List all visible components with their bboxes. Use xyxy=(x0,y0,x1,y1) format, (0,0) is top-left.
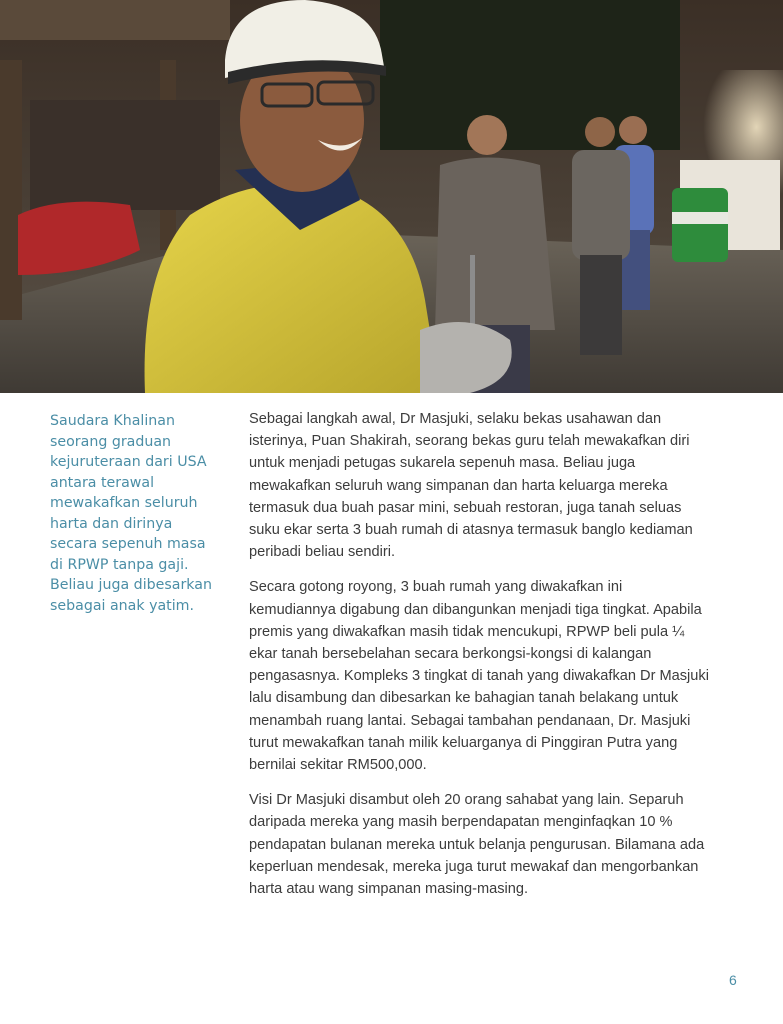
page-number: 6 xyxy=(729,972,737,988)
body-line: ekar tanah bersebelahan secara berkongsi-kongsi di kalangan xyxy=(249,646,652,663)
body-line: untuk menjadi petugas sukarela sepenuh masa. Beliau juga xyxy=(249,455,636,472)
caption-line: secara sepenuh masa xyxy=(50,536,206,552)
body-line: premis yang diwakafkan masih tidak mencukupi, RPWP beli pula ¼ xyxy=(249,623,685,640)
caption-line: harta dan dirinya xyxy=(50,515,173,532)
wood-post xyxy=(0,60,22,320)
body-line: isterinya, Puan Shakirah, seorang bekas guru telah mewakafkan diri xyxy=(249,433,690,450)
body-line: daripada mereka yang masih berpendapatan menginfaqkan 10 % xyxy=(249,814,673,831)
workers-photo-illustration xyxy=(0,0,783,393)
caption-line: di RPWP tanpa gaji. xyxy=(50,556,189,573)
paragraph-1 xyxy=(249,408,749,563)
body-line: Sebagai langkah awal, Dr Masjuki, selaku bekas usahawan dan xyxy=(249,411,662,427)
caption-line: seorang graduan xyxy=(50,433,172,450)
body-line: keperluan mendesak, mereka juga turut mewakaf dan mengorbankan xyxy=(249,858,699,875)
body-line: menambah ruang lantai. Sebagai tambahan pendanaan, Dr. Masjuki xyxy=(249,712,691,729)
body-line: suku ekar serta 3 buah rumah di atasnya termasuk banglo kediaman xyxy=(249,522,693,539)
body-line: kemudiannya digabung dan dibangunkan menjadi tiga tingkat. Apabila xyxy=(249,601,702,618)
photo-caption xyxy=(50,411,222,616)
body-line: pengasasnya. Kompleks 3 tingkat di tanah yang diwakafkan Dr Masjuki xyxy=(249,668,709,685)
body-line: termasuk dua buah pasar mini, sebuah restoran, juga tanah seluas xyxy=(249,499,682,516)
body-line: pendapatan bulanan mereka untuk belanja pengurusan. Bilamana ada xyxy=(249,836,705,853)
body-line: Secara gotong royong, 3 buah rumah yang diwakafkan ini xyxy=(249,579,623,596)
body-line: harta atau wang simpanan masing-masing. xyxy=(249,881,529,898)
drum-stripe xyxy=(672,212,728,224)
body-line: peribadi beliau sendiri. xyxy=(249,544,396,561)
caption-line: kejuruteraan dari USA xyxy=(50,454,207,470)
worker-background-2 xyxy=(572,117,630,355)
caption-line: antara terawal xyxy=(50,474,155,491)
body-line: Visi Dr Masjuki disambut oleh 20 orang sahabat yang lain. Separuh xyxy=(249,792,684,809)
body-line: mewakafkan seluruh wang simpanan dan harta keluarga mereka xyxy=(249,477,668,494)
caption-line: sebagai anak yatim. xyxy=(50,597,195,614)
body-line: lalu disambung dan dibesarkan ke bahagian tanah belakang untuk xyxy=(249,690,679,707)
paragraph-3 xyxy=(249,789,749,900)
article-body xyxy=(249,408,749,913)
paragraph-2 xyxy=(249,576,749,776)
workers-photo xyxy=(0,0,783,393)
caption-line: Beliau juga dibesarkan xyxy=(50,577,212,593)
body-line: turut mewakafkan tanah milik keluarganya di Pinggiran Putra yang xyxy=(249,734,678,751)
caption-line: mewakafkan seluruh xyxy=(50,495,198,511)
body-line: bernilai sekitar RM500,000. xyxy=(249,757,427,774)
caption-line: Saudara Khalinan xyxy=(50,413,175,429)
wall-shadow xyxy=(30,100,220,210)
green-drum xyxy=(672,188,728,262)
roof-beam xyxy=(0,0,230,40)
